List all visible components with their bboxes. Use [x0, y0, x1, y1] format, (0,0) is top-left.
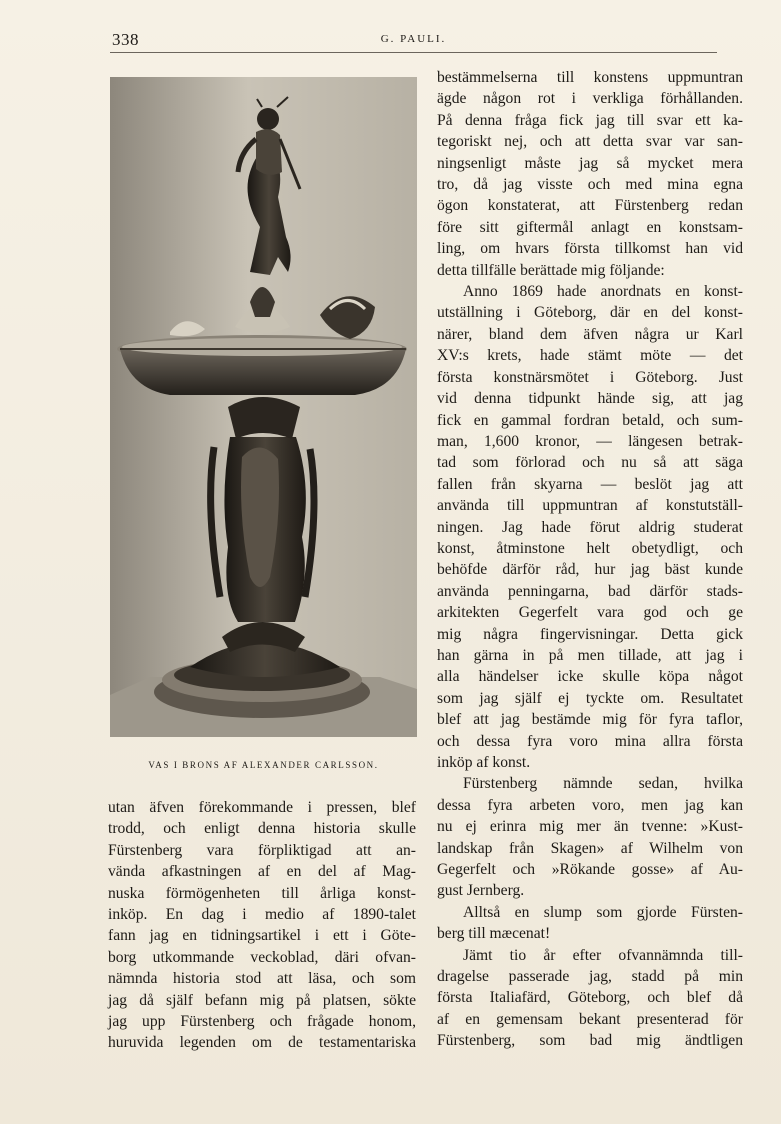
text-line: konst, åtminstone helt obetydligt, och — [437, 539, 743, 557]
figure-caption: VAS I BRONS AF ALEXANDER CARLSSON. — [148, 760, 379, 770]
text-line: Anno 1869 hade anordnats en konst- — [463, 283, 743, 301]
text-line: vid denna tidpunkt hände sig, att jag — [437, 390, 743, 408]
text-line: behöfde därför råd, hur jag bäst kunde — [437, 561, 743, 579]
text-line: använda till uppmuntran af konstutställ- — [437, 497, 743, 515]
text-line: nu ej erinra mig mer än tvenne: »Kust- — [437, 818, 743, 836]
page-number: 338 — [112, 30, 139, 49]
text-line: vända afkastningen af en del af Mag- — [108, 863, 416, 881]
text-line: första konstnärsmötet i Göteborg. Just — [437, 368, 743, 386]
left-column-text — [108, 797, 416, 1054]
text-line: Fürstenberg vara förpliktigad att an- — [108, 841, 416, 859]
text-line: som jag själf ej tyckte om. Resultatet — [437, 689, 743, 707]
text-line: nämnda historia stod att läsa, och som — [108, 970, 416, 988]
text-line: ningen. Jag hade förut aldrig studerat — [437, 518, 743, 536]
right-column-text — [437, 67, 743, 1052]
text-line: Fürstenberg, som bad mig ändtligen — [437, 1032, 743, 1050]
text-line: tegoriskt nej, och att detta svar var san- — [437, 133, 743, 151]
text-line: före sitt giftermål anlagt en konstsam- — [437, 218, 743, 236]
text-line: dessa fyra arbeten voro, men jag kan — [437, 796, 743, 814]
text-line: ningsenligt måste jag så mycket mera — [437, 154, 743, 172]
text-line: detta tillfälle berättade mig följande: — [437, 261, 665, 279]
text-line: inköp. En dag i medio af 1890-talet — [108, 906, 416, 924]
text-line: fann jag en tidningsartikel i ett i Göte- — [108, 927, 416, 945]
text-line: berg till mæcenat! — [437, 925, 551, 943]
text-line: huruvida legenden om de testamentariska — [108, 1034, 416, 1052]
text-line: På denna fråga fick jag till svar ett ka- — [437, 111, 743, 129]
text-line: alla händelser icke skulle köpa något — [437, 668, 743, 686]
page-header — [110, 30, 717, 53]
text-line: ägde någon rot i verkliga förhållanden. — [437, 90, 743, 108]
text-line: borg utkommande veckoblad, däri ofvan- — [108, 948, 416, 966]
text-line: mig några fingervisningar. Detta gick — [437, 625, 743, 643]
vase-sculpture-icon — [110, 77, 417, 737]
text-line: man, 1,600 kronor, — längesen betrak- — [437, 432, 743, 450]
vase-figure — [110, 77, 417, 737]
text-line: arkitekten Gegerfelt vara god och ge — [437, 604, 743, 622]
text-line: Jämt tio år efter ofvannämnda till- — [463, 946, 743, 964]
text-line: Fürstenberg nämnde sedan, hvilka — [463, 775, 743, 793]
text-line: Gegerfelt och »Rökande gosse» af Au- — [437, 861, 743, 879]
text-line: utan äfven förekommande i pressen, blef — [108, 799, 416, 816]
text-line: nuska förmögenheten till årliga konst- — [108, 884, 416, 902]
text-line: Alltså en slump som gjorde Fürsten- — [463, 903, 743, 921]
text-line: han gärna in på men tillade, att jag i — [437, 646, 743, 664]
text-line: gust Jernberg. — [437, 882, 525, 900]
text-line: ling, om hvars första tillkomst han vid — [437, 240, 743, 258]
text-line: dragelse passerade jag, stadd på min — [437, 968, 743, 986]
text-line: landskap från Skagen» af Wilhelm von — [437, 839, 743, 857]
text-line: första Italiafärd, Göteborg, och blef då — [437, 989, 743, 1007]
text-line: ögon konstaterat, att Fürstenberg redan — [437, 197, 743, 215]
text-line: jag då själf befann mig på platsen, sökte — [108, 991, 416, 1009]
text-line: af en gemensam bekant presenterad för — [437, 1010, 743, 1028]
running-head: G. PAULI. — [380, 33, 447, 45]
text-line: tad som förlorad och nu så att säga — [437, 454, 743, 472]
text-line: bestämmelserna till konstens uppmuntran — [437, 69, 743, 86]
text-line: utställning i Göteborg, där en del konst- — [437, 304, 743, 322]
text-line: närer, bland dem äfven några ur Karl — [437, 325, 743, 343]
text-line: trodd, och enligt denna historia skulle — [108, 820, 416, 838]
text-line: fallen från skyarna — beslöt jag att — [437, 475, 743, 493]
text-line: och dessa fyra voro mina allra första — [437, 732, 743, 750]
text-line: fick en gammal fordran betald, och sum- — [437, 411, 743, 429]
text-line: jag upp Fürstenberg och frågade honom, — [108, 1013, 416, 1031]
text-line: använda penningarna, bad därför stads- — [437, 582, 743, 600]
text-line: blef att jag bestämde mig för fyra taflor, — [437, 711, 743, 729]
text-line: tro, då jag visste och med mina egna — [437, 176, 743, 194]
text-line: inköp af konst. — [437, 754, 531, 771]
text-line: XV:s krets, hade stämt möte — det — [437, 347, 743, 365]
